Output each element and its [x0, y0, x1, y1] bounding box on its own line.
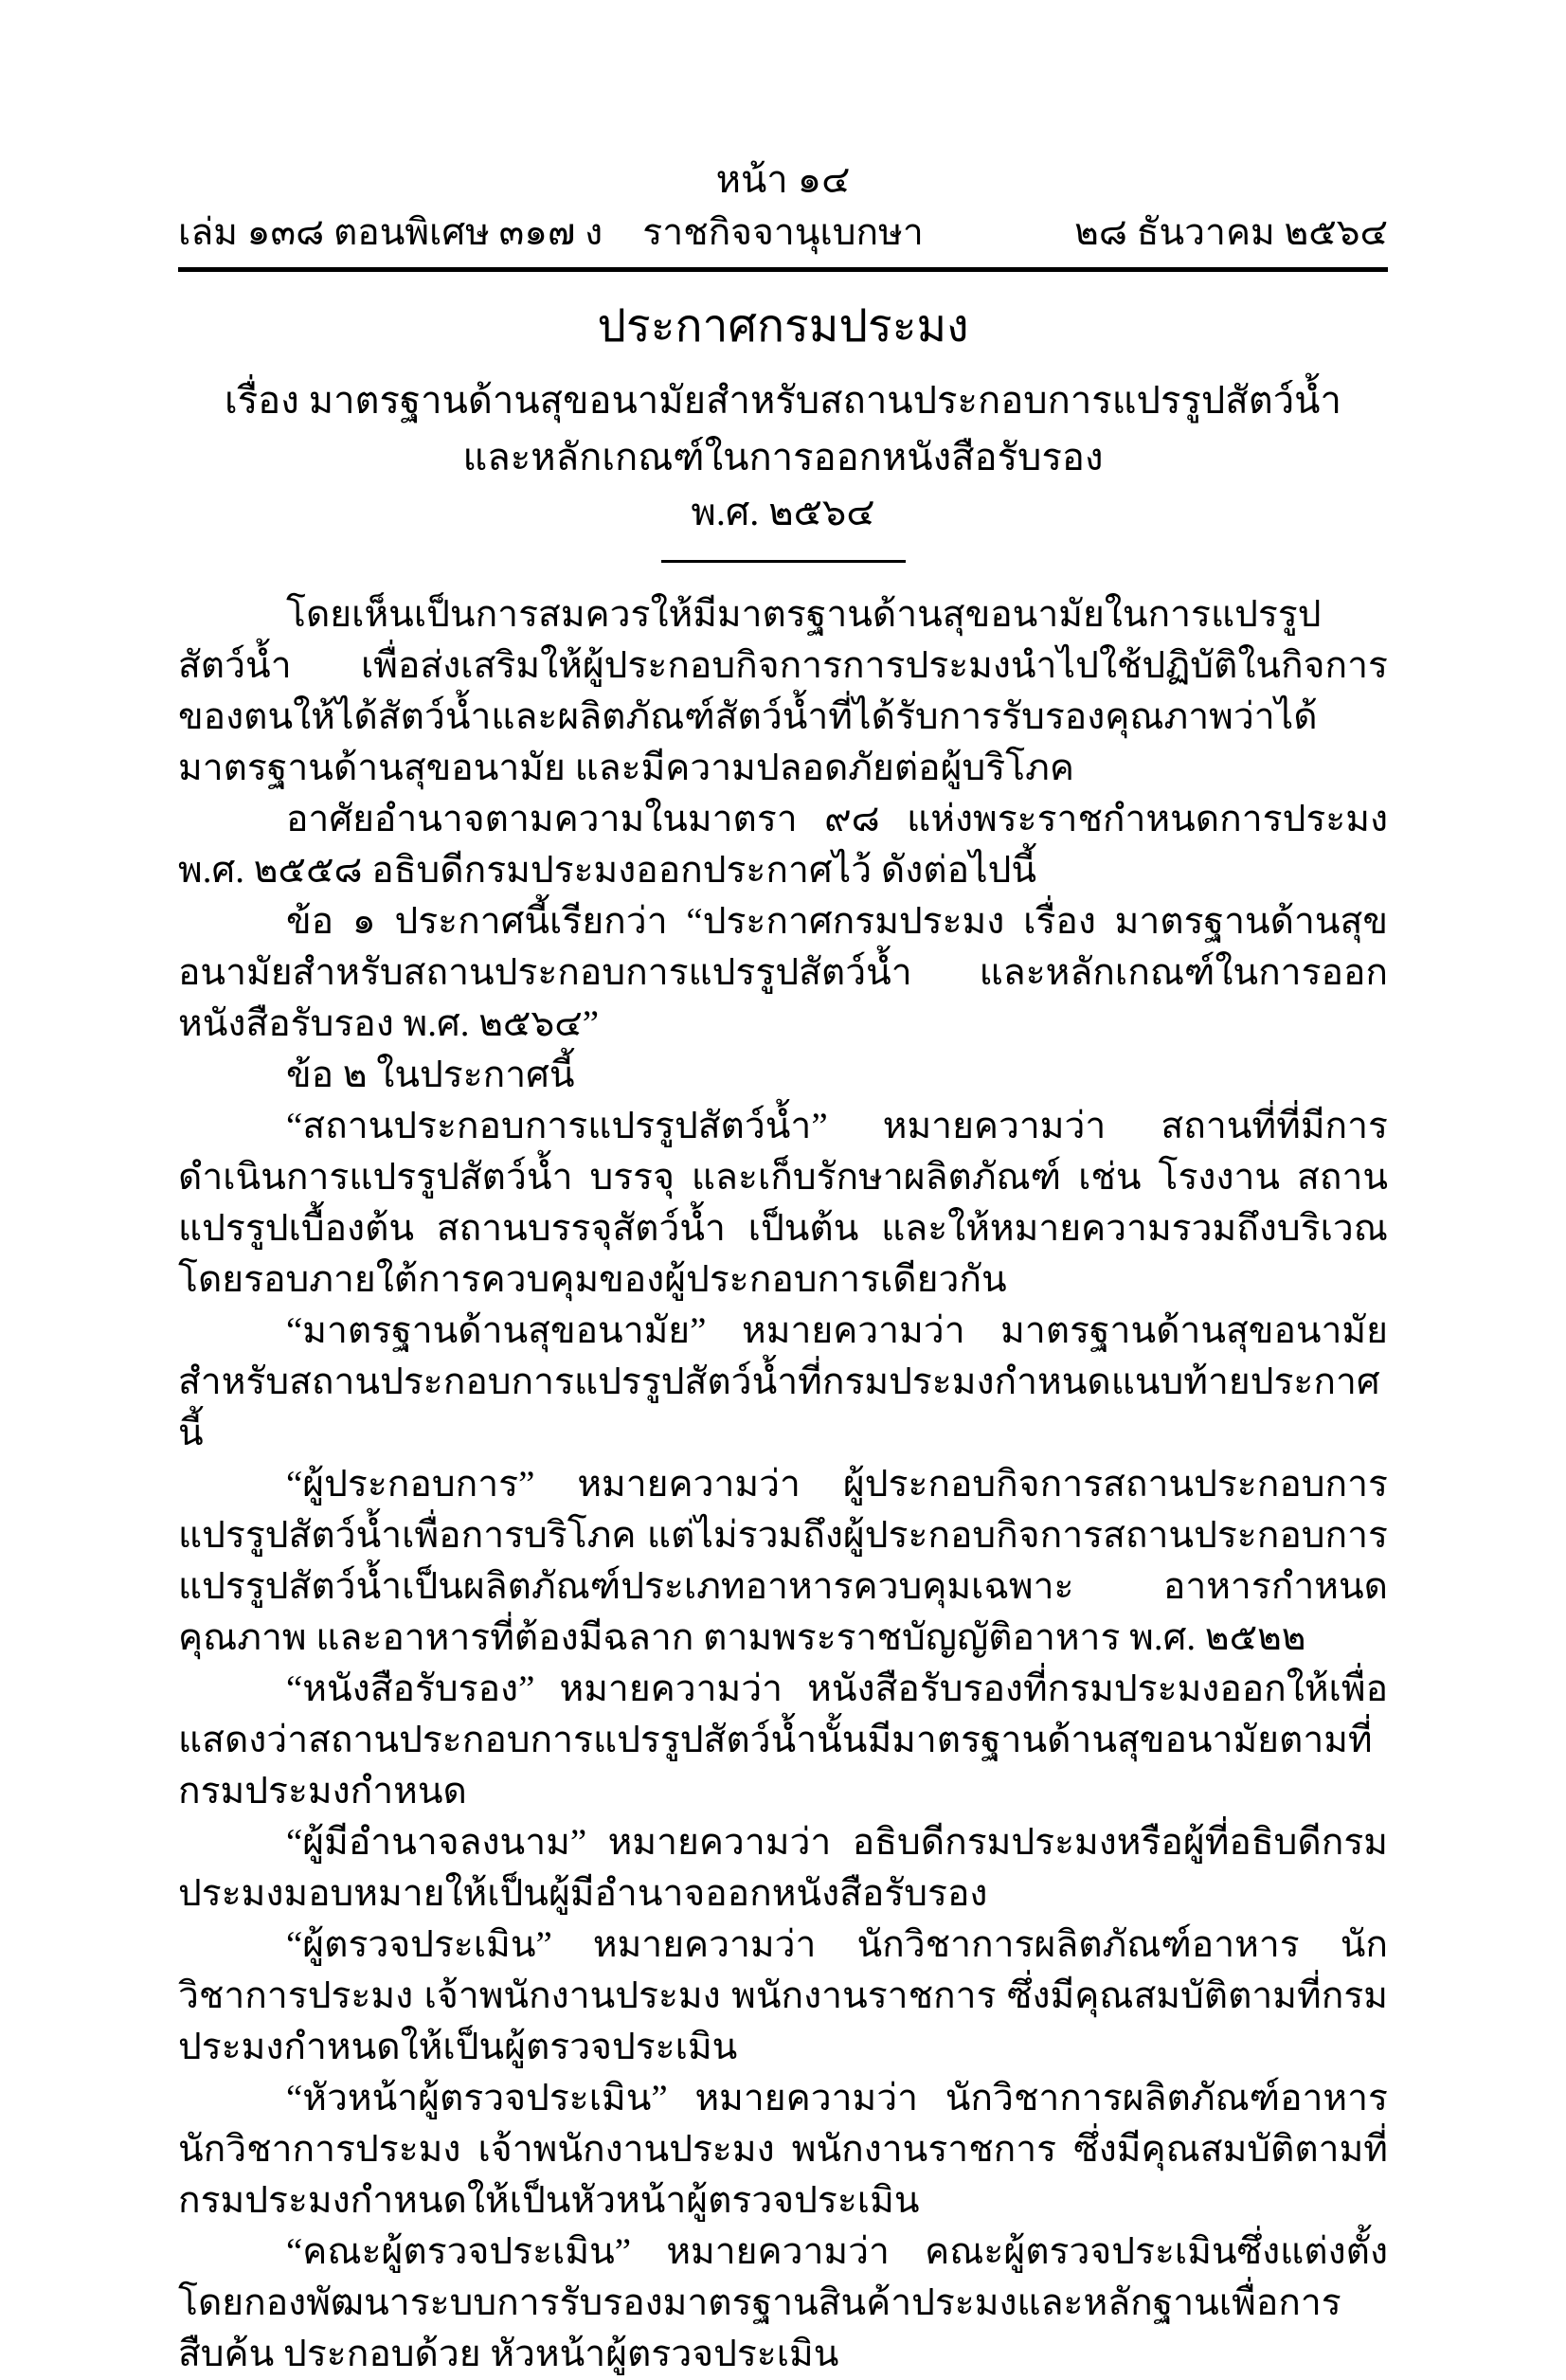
gazette-header [178, 210, 1388, 256]
title-divider [661, 560, 906, 563]
title-block [178, 297, 1388, 563]
paragraph-def-audit-team: “คณะผู้ตรวจประเมิน” หมายความว่า คณะผู้ตรวจประเมินซึ่งแต่งตั้งโดยกองพัฒนาระบบการรับรองมาตรฐานสินค้าประมงและหลักฐานเพื่อการสืบค้น ประกอบด้วย หัวหน้าผู้ตรวจประเมิน [178, 2231, 1388, 2374]
publication-date: ๒๘ ธันวาคม ๒๕๖๔ [1074, 212, 1388, 253]
announcement-title: ประกาศกรมประมง [597, 301, 969, 352]
subject-line-2: และหลักเกณฑ์ในการออกหนังสือรับรอง [462, 436, 1104, 478]
volume-issue-label: เล่ม ๑๓๘ ตอนพิเศษ ๓๑๗ ง [178, 212, 603, 253]
page-number-label: หน้า ๑๔ [715, 158, 851, 201]
paragraph-def-standard: “มาตรฐานด้านสุขอนามัย” หมายความว่า มาตรฐานด้านสุขอนามัยสำหรับสถานประกอบการแปรรูปสัตว์น้ำที่กรมประมงกำหนดแนบท้ายประกาศนี้ [178, 1310, 1388, 1453]
document-body [178, 589, 1388, 2380]
paragraph-def-establishment: “สถานประกอบการแปรรูปสัตว์น้ำ” หมายความว่า สถานที่ที่มีการดำเนินการแปรรูปสัตว์น้ำ บรรจุ และเก็บรักษาผลิตภัณฑ์ เช่น โรงงาน สถานแปรรูปเบื้องต้น สถานบรรจุสัตว์น้ำ เป็นต้น และให้หมายความรวมถึงบริเวณโดยรอบภายใต้การควบคุมของผู้ประกอบการเดียวกัน [178, 1106, 1388, 1300]
paragraph-def-certificate: “หนังสือรับรอง” หมายความว่า หนังสือรับรองที่กรมประมงออกให้เพื่อแสดงว่าสถานประกอบการแปรรูปสัตว์น้ำนั้นมีมาตรฐานด้านสุขอนามัยตามที่กรมประมงกำหนด [178, 1668, 1388, 1812]
gazette-name: ราชกิจจานุเบกษา [642, 212, 924, 253]
subject-line-1: เรื่อง มาตรฐานด้านสุขอนามัยสำหรับสถานประกอบการแปรรูปสัตว์น้ำ [225, 379, 1341, 422]
paragraph-preamble: โดยเห็นเป็นการสมควรให้มีมาตรฐานด้านสุขอนามัยในการแปรรูปสัตว์น้ำ เพื่อส่งเสริมให้ผู้ประกอบกิจการการประมงนำไปใช้ปฏิบัติในกิจการของตนให้ได้สัตว์น้ำและผลิตภัณฑ์สัตว์น้ำที่ได้รับการรับรองคุณภาพว่าได้มาตรฐานด้านสุขอนามัย และมีความปลอดภัยต่อผู้บริโภค [178, 594, 1388, 788]
paragraph-authority: อาศัยอำนาจตามความในมาตรา ๙๘ แห่งพระราชกำหนดการประมง พ.ศ. ๒๕๕๘ อธิบดีกรมประมงออกประกาศไว้ ดังต่อไปนี้ [178, 799, 1388, 891]
paragraph-def-signatory: “ผู้มีอำนาจลงนาม” หมายความว่า อธิบดีกรมประมงหรือผู้ที่อธิบดีกรมประมงมอบหมายให้เป็นผู้มีอำนาจออกหนังสือรับรอง [178, 1822, 1388, 1914]
paragraph-clause-2: ข้อ ๒ ในประกาศนี้ [286, 1055, 575, 1095]
buddhist-year: พ.ศ. ๒๕๖๔ [691, 491, 875, 533]
paragraph-def-operator: “ผู้ประกอบการ” หมายความว่า ผู้ประกอบกิจการสถานประกอบการแปรรูปสัตว์น้ำเพื่อการบริโภค แต่ไม่รวมถึงผู้ประกอบกิจการสถานประกอบการแปรรูปสัตว์น้ำเป็นผลิตภัณฑ์ประเภทอาหารควบคุมเฉพาะ อาหารกำหนดคุณภาพ และอาหารที่ต้องมีฉลาก ตามพระราชบัญญัติอาหาร พ.ศ. ๒๕๒๒ [178, 1464, 1388, 1658]
header-divider [178, 267, 1388, 272]
paragraph-def-auditor: “ผู้ตรวจประเมิน” หมายความว่า นักวิชาการผลิตภัณฑ์อาหาร นักวิชาการประมง เจ้าพนักงานประมง พนักงานราชการ ซึ่งมีคุณสมบัติตามที่กรมประมงกำหนดให้เป็นผู้ตรวจประเมิน [178, 1924, 1388, 2067]
paragraph-clause-1: ข้อ ๑ ประกาศนี้เรียกว่า “ประกาศกรมประมง เรื่อง มาตรฐานด้านสุขอนามัยสำหรับสถานประกอบการแปรรูปสัตว์น้ำ และหลักเกณฑ์ในการออกหนังสือรับรอง พ.ศ. ๒๕๖๔” [178, 901, 1388, 1044]
paragraph-def-lead-auditor: “หัวหน้าผู้ตรวจประเมิน” หมายความว่า นักวิชาการผลิตภัณฑ์อาหาร นักวิชาการประมง เจ้าพนักงานประมง พนักงานราชการ ซึ่งมีคุณสมบัติตามที่กรมประมงกำหนดให้เป็นหัวหน้าผู้ตรวจประเมิน [178, 2078, 1388, 2221]
